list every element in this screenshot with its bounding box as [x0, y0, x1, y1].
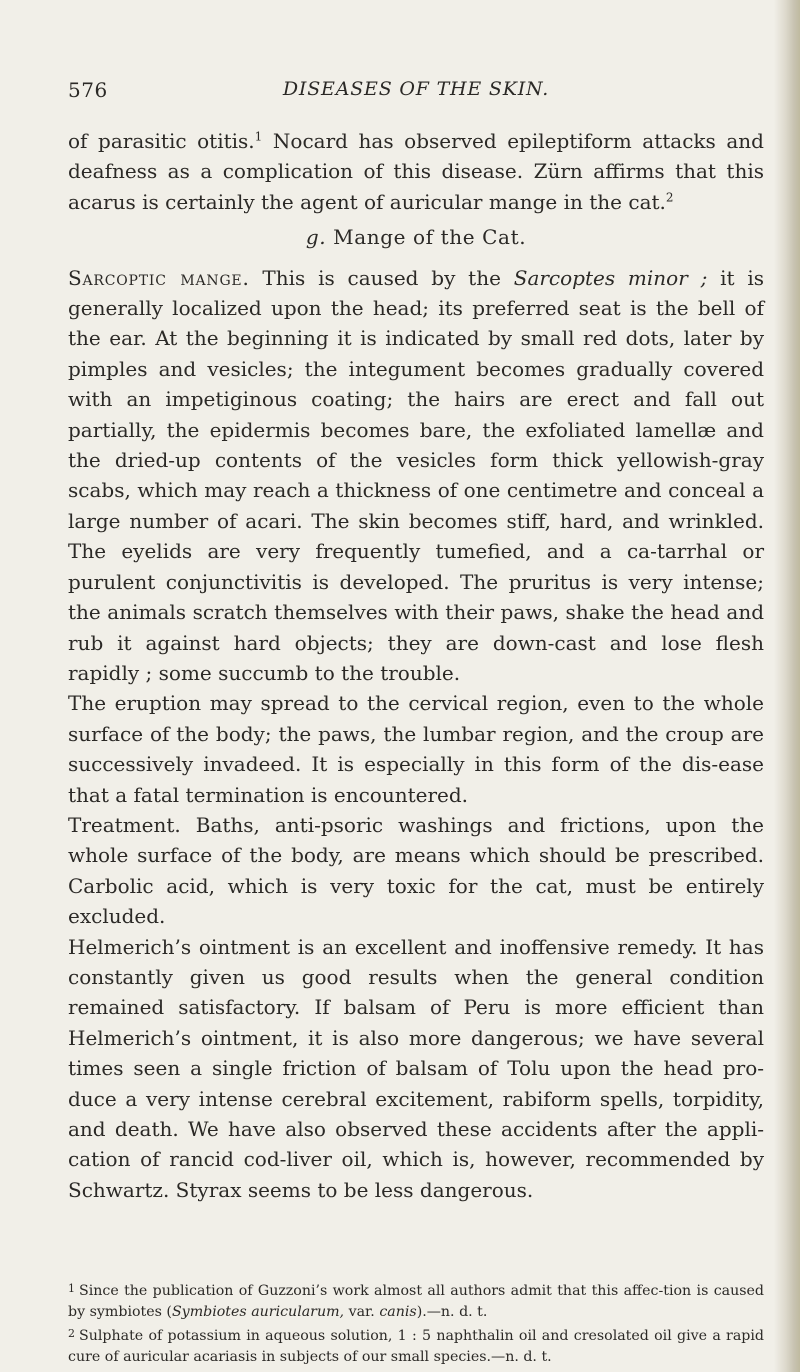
footnote-2-mark: 2: [68, 1327, 75, 1340]
page-number: 576: [68, 78, 108, 102]
page-header: [68, 78, 764, 108]
footnote-1-italic: Symbiotes auricularum,: [171, 1304, 345, 1320]
paragraph-1-text-b: Nocard has observed epileptiform attacks and deafness as a complication of this disease. Zürn affirms that this acarus is certainly the agent of auricular mange in the cat.: [68, 129, 764, 214]
footnote-1-text-c: ).—n. d. t.: [416, 1304, 488, 1320]
paragraph-3: The eruption may spread to the cervical region, even to the whole surface of the body; the paws, the lumbar region, and the croup are successively invadeed. It is especially in this form of the dis-ease that a fatal termination is encountered.: [68, 691, 764, 807]
footnote-2: [68, 1323, 764, 1368]
main-text: [68, 126, 764, 1205]
footnote-1-italic-2: canis: [379, 1304, 417, 1320]
footnote-1-mark: 1: [68, 1282, 75, 1295]
section-title: Mange of the Cat.: [326, 225, 527, 250]
paragraph-5: Helmerich’s ointment is an excellent and inoffensive remedy. It has constantly given us good results when the general condition remained satisfactory. If balsam of Peru is more efficient than Helmerich’s ointment, it is also more dangerous; we have several times seen a single friction of balsam of Tolu upon the head pro-duce a very intense cerebral excitement, rabiform spells, torpidity, and death. We have also observed these accidents after the appli-cation of rancid cod-liver oil, which is, however, recommended by Schwartz. Styrax seems to be less dangerous.: [68, 934, 764, 1202]
section-heading: [68, 222, 764, 252]
paragraph-1: [68, 126, 764, 217]
paragraph-2-text-b: it is generally localized upon the head; its preferred seat is the bell of the ear. At the beginning it is indicated by small red dots, later by pimples and vesicles; the integument becomes gradually covered with an impetiginous coating; the hairs are erect and fall out partially, the epidermis becomes bare, the exfoliated lamellæ and the dried-up contents of the vesicles form thick yellowish-gray scabs, which may reach a thickness of one centimetre and conceal a large number of acari. The skin becomes stiff, hard, and wrinkled. The eyelids are very frequently tumefied, and a ca-tarrhal or purulent conjunctivitis is developed. The pruritus is very intense; the animals scratch themselves with their paws, shake the head and rub it against hard objects; they are down-cast and lose flesh rapidly ; some succumb to the trouble.: [68, 265, 765, 685]
paragraph-2-text-a: This is caused by the: [249, 265, 514, 290]
footnote-2-text: Sulphate of potassium in aqueous solution, 1 : 5 naphthalin oil and cresolated oil give a rapid cure of auricular acariasis in subjects of our small species.—n. d. t.: [68, 1328, 764, 1365]
section-letter: g.: [305, 225, 327, 250]
running-title: DISEASES OF THE SKIN.: [282, 78, 550, 100]
footnotes: [68, 1278, 764, 1368]
paragraph-2: [68, 263, 764, 689]
paragraph-1-text-a: of parasitic otitis.: [68, 129, 255, 153]
species-name: Sarcoptes minor ;: [513, 265, 708, 290]
footnote-1-text-b: var.: [344, 1304, 380, 1320]
footnote-ref-1: 1: [254, 129, 263, 144]
paragraph-2-heading: Sarcoptic mange.: [68, 265, 250, 290]
footnote-1-text-a: Since the publication of Guzzoni’s work almost all authors admit that this affec-tion is caused by symbiotes (: [68, 1283, 764, 1320]
paragraph-4: Treatment. Baths, anti-psoric washings and frictions, upon the whole surface of the body, are means which should be prescribed. Carbolic acid, which is very toxic for the cat, must be entirely excluded.: [68, 812, 764, 929]
footnote-1: [68, 1278, 764, 1323]
footnote-ref-2: 2: [665, 190, 674, 205]
